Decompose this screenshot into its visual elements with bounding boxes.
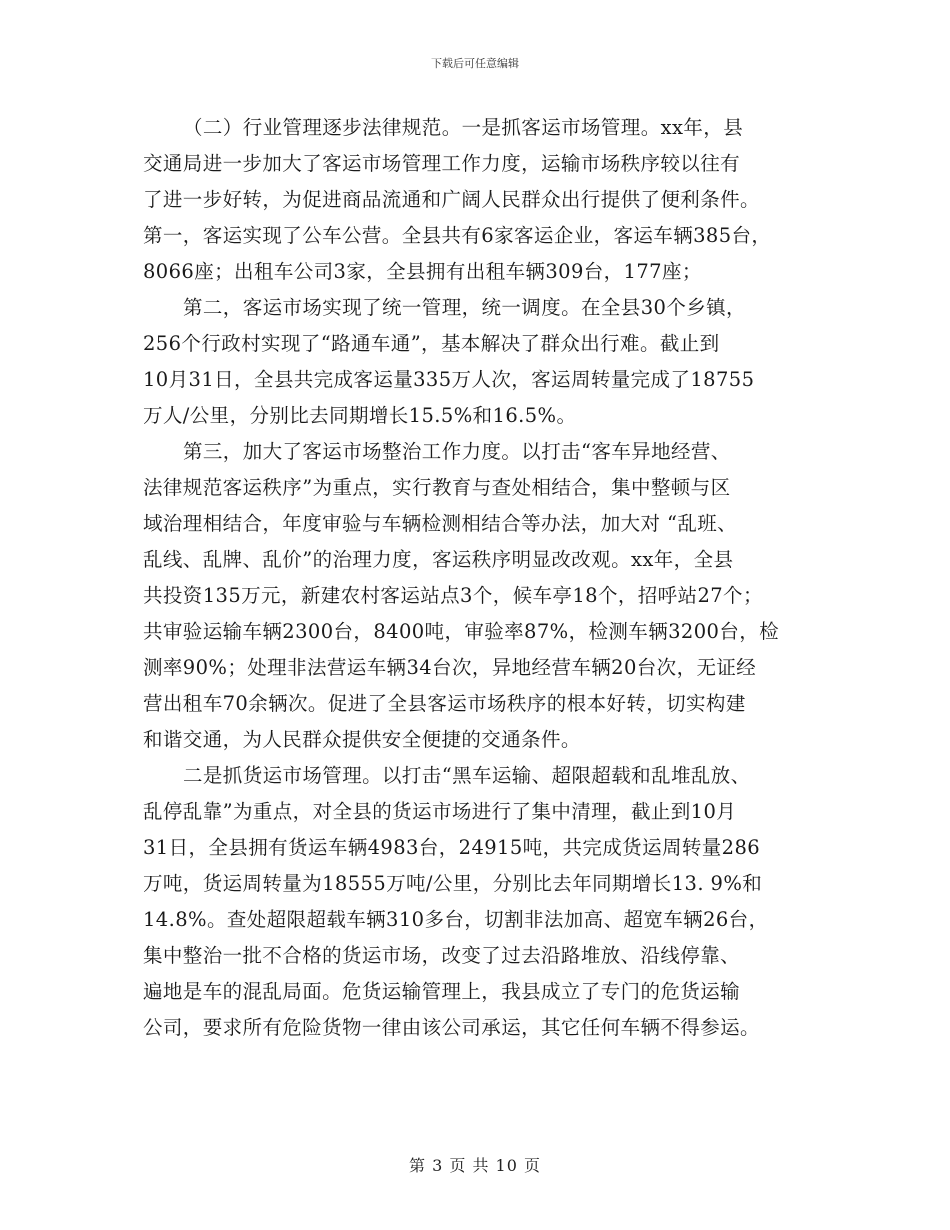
paragraph-line: 共审验运输车辆2300台，8400吨，审验率87%，检测车辆3200台，检: [143, 620, 780, 643]
paragraph-line: （二）行业管理逐步法律规范。一是抓客运市场管理。xx年，县: [183, 116, 744, 139]
paragraph-line: 第二，客运市场实现了统一管理，统一调度。在全县30个乡镇，: [183, 296, 746, 319]
paragraph-line: 256个行政村实现了“路通车通”，基本解决了群众出行难。截止到: [143, 332, 720, 355]
paragraph-line: 第一，客运实现了公车公营。全县共有6家客运企业，客运车辆385台，: [143, 224, 772, 247]
paragraph-line: 8066座；出租车公司3家，全县拥有出租车辆309台，177座；: [143, 260, 702, 283]
paragraph-line: 乱线、乱牌、乱价”的治理力度，客运秩序明显改改观。xx年，全县: [143, 548, 734, 571]
paragraph-line: 交通局进一步加大了客运市场管理工作力度，运输市场秩序较以往有: [143, 152, 741, 175]
paragraph-line: 测率90%；处理非法营运车辆34台次，异地经营车辆20台次，无证经: [143, 656, 757, 679]
document-body: [143, 110, 833, 1046]
paragraph-line: 乱停乱靠”为重点，对全县的货运市场进行了集中清理，截止到10月: [143, 800, 737, 823]
paragraph-line: 10月31日，全县共完成客运量335万人次，客运周转量完成了18755: [143, 368, 755, 391]
paragraph-line: 集中整治一批不合格的货运市场，改变了过去沿路堆放、沿线停靠、: [143, 944, 741, 967]
paragraph-line: 31日，全县拥有货运车辆4983台，24915吨，共完成货运周转量286: [143, 836, 761, 859]
paragraph-line: 了进一步好转，为促进商品流通和广阔人民群众出行提供了便利条件。: [143, 188, 760, 211]
paragraph-line: 共投资135万元，新建农村客运站点3个，候车亭18个，招呼站27个；: [143, 584, 763, 607]
paragraph-line: 域治理相结合，年度审验与车辆检测相结合等办法，加大对 “乱班、: [143, 512, 738, 535]
paragraph-line: 万人/公里，分别比去同期增长15.5%和16.5%。: [143, 404, 577, 427]
page-header: 下载后可任意编辑: [431, 57, 519, 70]
paragraph-line: 法律规范客运秩序”为重点，实行教育与查处相结合，集中整顿与区: [143, 476, 731, 499]
paragraph-line: 和谐交通，为人民群众提供安全便捷的交通条件。: [143, 728, 581, 751]
paragraph-line: 第三，加大了客运市场整治工作力度。以打击“客车异地经营、: [183, 440, 731, 463]
page-footer: 第 3 页 共 10 页: [409, 1156, 541, 1175]
paragraph-line: 公司，要求所有危险货物一律由该公司承运，其它任何车辆不得参运。: [143, 1016, 760, 1039]
paragraph-line: 万吨，货运周转量为18555万吨/公里，分别比去年同期增长13. 9%和: [143, 872, 763, 895]
paragraph-line: 二是抓货运市场管理。以打击“黑车运输、超限超载和乱堆乱放、: [183, 764, 751, 787]
paragraph-line: 营出租车70余辆次。促进了全县客运市场秩序的根本好转，切实构建: [143, 692, 746, 715]
paragraph-line: 14.8%。查处超限超载车辆310多台，切割非法加高、超宽车辆26台，: [143, 908, 769, 931]
paragraph-line: 遍地是车的混乱局面。危货运输管理上，我县成立了专门的危货运输: [143, 980, 741, 1003]
